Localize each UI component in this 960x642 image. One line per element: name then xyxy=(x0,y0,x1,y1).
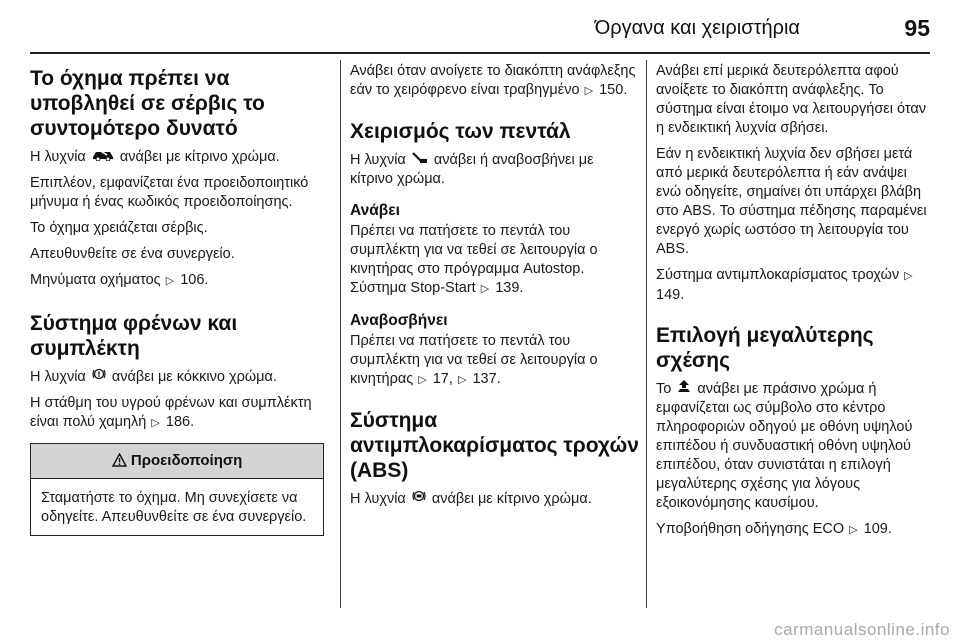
page-reference[interactable]: 149. xyxy=(656,287,685,303)
paragraph xyxy=(30,271,326,291)
heading-service-vehicle: Το όχημα πρέπει να υποβληθεί σε σέρβις το συντομότερο δυνατό xyxy=(30,67,265,140)
clutch-pedal-icon xyxy=(412,150,428,169)
paragraph xyxy=(350,62,640,101)
triangle-arrow-icon[interactable]: ▷ xyxy=(418,374,427,386)
text: ανάβει με πράσινο χρώμα ή εμφανίζεται ως σύμβολο στο κέντρο πληροφοριών οδηγού με οθόνη υψηλού επιπέδου ή συνδυαστική οθόνη υψηλού επιπέδου, όταν συνιστάται η επιλογή μεγαλύτερης σχέσης για λόγους εξοικονόμησης καυσίμου. xyxy=(656,381,913,511)
heading-lights-on: Ανάβει xyxy=(350,202,400,219)
page-reference[interactable]: 186. xyxy=(165,414,195,430)
paragraph: Ανάβει επί μερικά δευτερόλεπτα αφού ανοίξετε το διακόπτη ανάφλεξης. Το σύστημα είναι έτοιμο να λειτουργήσει όταν η ενδεικτική λυχνία σβήσει. xyxy=(656,63,927,136)
paragraph: Απευθυνθείτε σε ένα συνεργείο. xyxy=(30,246,235,262)
triangle-arrow-icon[interactable]: ▷ xyxy=(904,270,913,282)
text: Η λυχνία xyxy=(30,149,86,165)
warning-triangle-icon xyxy=(112,452,131,469)
page-reference[interactable]: 139. xyxy=(495,280,524,296)
text: Το xyxy=(656,381,672,397)
up-arrow-car-icon xyxy=(677,379,691,398)
triangle-arrow-icon[interactable]: ▷ xyxy=(151,417,160,429)
column-1 xyxy=(30,66,326,536)
paragraph: Το όχημα χρειάζεται σέρβις. xyxy=(30,220,208,236)
warning-text: Σταματήστε το όχημα. Μη συνεχίσετε να οδηγείτε. Απευθυνθείτε σε ένα συνεργείο. xyxy=(41,490,307,525)
page-reference[interactable]: 106. xyxy=(180,272,209,288)
page-reference[interactable]: 109. xyxy=(863,521,892,537)
column-divider-2 xyxy=(646,60,647,608)
page-reference[interactable]: 137. xyxy=(472,371,501,387)
text: ανάβει με κίτρινο χρώμα. xyxy=(119,149,280,165)
paragraph xyxy=(350,150,640,189)
brake-circle-icon xyxy=(92,367,106,386)
text: ανάβει με κόκκινο χρώμα. xyxy=(111,369,277,385)
text: Η λυχνία xyxy=(30,369,86,385)
text: Πρέπει να πατήσετε το πεντάλ του συμπλέκτη για να τεθεί σε λειτουργία ο κινητήρας xyxy=(350,333,598,387)
paragraph xyxy=(30,367,326,387)
text: ανάβει με κίτρινο χρώμα. xyxy=(431,491,592,507)
text: Η στάθμη του υγρού φρένων και συμπλέκτη είναι πολύ χαμηλή xyxy=(30,395,312,430)
column-divider-1 xyxy=(340,60,341,608)
watermark: carmanualsonline.info xyxy=(774,620,950,639)
paragraph xyxy=(350,489,640,509)
page-reference[interactable]: 150. xyxy=(599,82,628,98)
warning-box xyxy=(30,443,324,536)
heading-abs: Σύστημα αντιμπλοκαρίσματος τροχών (ABS) xyxy=(350,409,639,482)
paragraph xyxy=(656,379,932,513)
paragraph: Εάν η ενδεικτική λυχνία δεν σβήσει μετά από μερικά δευτερόλεπτα ή εάν ανάψει ενώ οδηγείτε, σημαίνει ότι υπάρχει βλάβη στο ABS. Το σύστημα πέδησης παραμένει ενεργό χωρίς ωστόσο τη λειτουργία του ABS. xyxy=(656,146,927,257)
heading-pedal-operation: Χειρισμός των πεντάλ xyxy=(350,120,571,143)
text: Πρέπει να πατήσετε το πεντάλ του συμπλέκτη για να τεθεί σε λειτουργία ο κινητήρας στο πρόγραμμα Autostop. Σύστημα Stop-Start xyxy=(350,223,598,296)
page-number: 95 xyxy=(904,15,930,41)
paragraph xyxy=(30,147,326,167)
paragraph xyxy=(656,266,932,305)
paragraph: Επιπλέον, εμφανίζεται ένα προειδοποιητικό μήνυμα ή ένας κωδικός προειδοποίησης. xyxy=(30,175,309,210)
warning-title: Προειδοποίηση xyxy=(130,452,243,469)
warning-header xyxy=(31,444,323,479)
paragraph xyxy=(30,394,326,433)
page-header-title: Όργανα και χειριστήρια xyxy=(594,17,800,39)
header-rule xyxy=(30,52,930,54)
page-header xyxy=(30,0,930,52)
text: Σύστημα αντιμπλοκαρίσματος τροχών xyxy=(656,267,900,283)
text: ανάβει ή αναβοσβήνει με κίτρινο χρώμα. xyxy=(350,152,594,187)
heading-upshift: Επιλογή μεγαλύτερης σχέσης xyxy=(656,324,874,372)
triangle-arrow-icon[interactable]: ▷ xyxy=(849,524,858,536)
heading-blinks: Αναβοσβήνει xyxy=(350,312,448,329)
paragraph xyxy=(350,332,640,390)
text: Υποβοήθηση οδήγησης ECO xyxy=(656,521,845,537)
text: Η λυχνία xyxy=(350,491,406,507)
paragraph xyxy=(656,520,932,540)
triangle-arrow-icon[interactable]: ▷ xyxy=(584,85,594,97)
text: Η λυχνία xyxy=(350,152,406,168)
wrench-car-icon xyxy=(92,147,114,166)
abs-circle-icon xyxy=(412,489,426,508)
page-reference[interactable]: 17, xyxy=(432,371,453,387)
column-3 xyxy=(656,62,932,547)
text: Ανάβει όταν ανοίγετε το διακόπτη ανάφλεξης εάν το χειρόφρενο είναι τραβηγμένο xyxy=(350,63,636,98)
paragraph xyxy=(350,222,640,299)
triangle-arrow-icon[interactable]: ▷ xyxy=(457,374,467,386)
text: Μηνύματα οχήματος xyxy=(30,272,161,288)
triangle-arrow-icon[interactable]: ▷ xyxy=(165,275,175,287)
column-2 xyxy=(350,62,640,516)
triangle-arrow-icon[interactable]: ▷ xyxy=(480,283,490,295)
warning-body xyxy=(31,479,323,535)
heading-brake-system: Σύστημα φρένων και συμπλέκτη xyxy=(30,312,238,360)
